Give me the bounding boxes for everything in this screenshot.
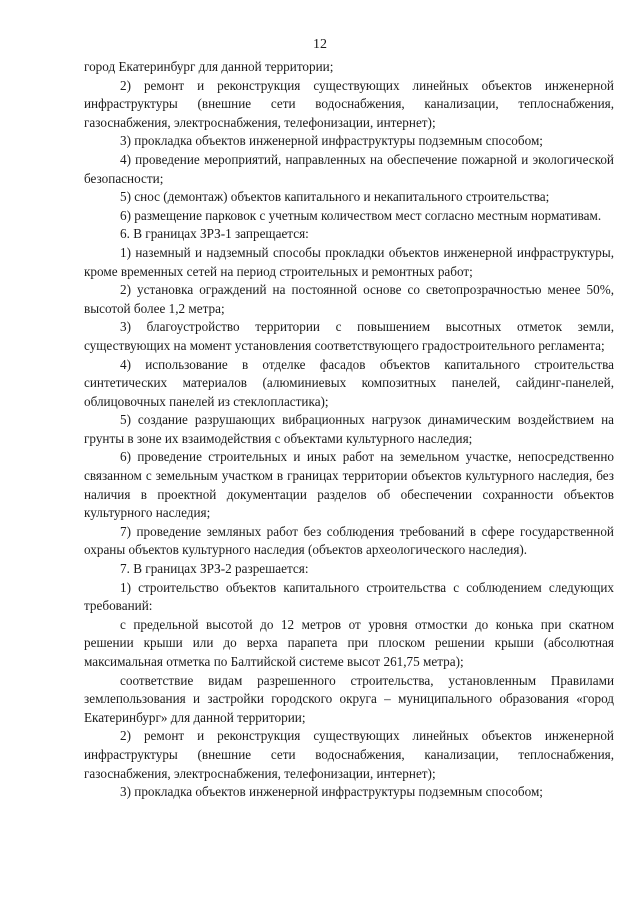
document-body xyxy=(84,58,614,802)
paragraph: 1) наземный и надземный способы прокладки объектов инженерной инфраструктуры, кроме временных сетей на период строительных и ремонтных работ; xyxy=(84,244,614,279)
paragraph: 7. В границах ЗРЗ-2 разрешается: xyxy=(120,561,309,577)
paragraph: 2) ремонт и реконструкция существующих линейных объектов инженерной инфраструктуры (внешние сети водоснабжения, канализации, теплоснабжения, газоснабжения, электроснабжения, телефонизации, интернет); xyxy=(84,728,614,781)
paragraph: 5) создание разрушающих вибрационных нагрузок динамическим воздействием на грунты в зоне их взаимодействия с объектами культурного наследия; xyxy=(84,412,614,446)
paragraph: с предельной высотой до 12 метров от уровня отмостки до конька при скатном решении крыши или до верха парапета при плоском решении крыши (абсолютная максимальная отметка по Балтийской системе высот 261,75 метра); xyxy=(84,616,614,669)
paragraph: 2) ремонт и реконструкция существующих линейных объектов инженерной инфраструктуры (внешние сети водоснабжения, канализации, теплоснабжения, газоснабжения, электроснабжения, телефонизации, интернет); xyxy=(84,77,614,130)
paragraph: 7) проведение земляных работ без соблюдения требований в сфере государственной охраны объектов культурного наследия (объектов археологического наследия). xyxy=(84,523,614,558)
paragraph: 6) размещение парковок с учетным количеством мест согласно местным нормативам. xyxy=(120,207,602,223)
paragraph: 3) прокладка объектов инженерной инфраструктуры подземным способом; xyxy=(120,784,543,800)
paragraph: 3) прокладка объектов инженерной инфраструктуры подземным способом; xyxy=(120,133,543,149)
paragraph: соответствие видам разрешенного строительства, установленным Правилами землепользования и застройки городского округа – муниципального образования «город Екатеринбург» для данной территории; xyxy=(84,672,614,725)
paragraph: 4) использование в отделке фасадов объектов капитального строительства синтетических материалов (алюминиевых композитных панелей, сайдинг-панелей, облицовочных панелей из стеклопластика); xyxy=(84,356,614,409)
paragraph: 4) проведение мероприятий, направленных на обеспечение пожарной и экологической безопасности; xyxy=(84,151,614,186)
paragraph: 6. В границах ЗРЗ-1 запрещается: xyxy=(120,226,309,242)
paragraph: 1) строительство объектов капитального строительства с соблюдением следующих требований: xyxy=(84,579,614,614)
paragraph: 6) проведение строительных и иных работ на земельном участке, непосредственно связанном с земельным участком в границах территории объектов культурного наследия, без наличия в проектной документации разделов об обеспечении сохранности объектов культурного наследия; xyxy=(84,449,614,521)
paragraph: 3) благоустройство территории с повышением высотных отметок земли, существующих на момент установления соответствующего градостроительного регламента; xyxy=(84,319,614,353)
paragraph: 5) снос (демонтаж) объектов капитального и некапитального строительства; xyxy=(120,189,550,205)
paragraph: город Екатеринбург для данной территории; xyxy=(84,59,334,74)
page-number: 12 xyxy=(313,37,327,52)
paragraph: 2) установка ограждений на постоянной основе со светопрозрачностью менее 50%, высотой более 1,2 метра; xyxy=(84,282,614,316)
